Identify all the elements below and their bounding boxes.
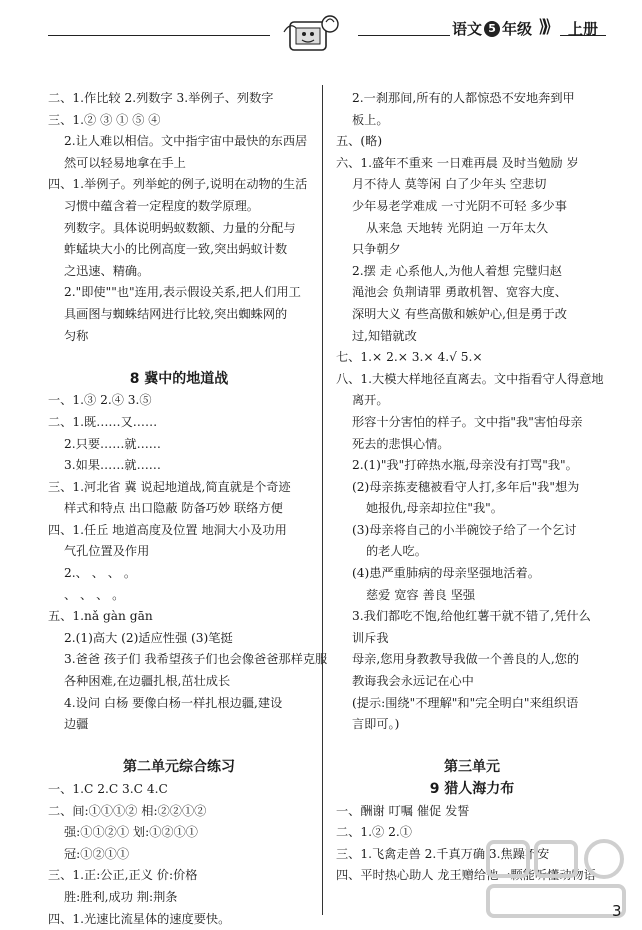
answer-line: 二、1.作比较 2.列数字 3.举例子、列数字 <box>48 91 274 105</box>
answer-line: 之迅速、精确。 <box>64 263 150 278</box>
answer-line: 三、1.飞禽走兽 2.千真万确 3.焦躁不安 <box>336 846 550 861</box>
answer-line: 只争朝夕 <box>352 242 401 257</box>
answer-line: 板上。 <box>352 112 389 127</box>
answer-line: 2.让人难以相信。文中指宇宙中最快的东西居 <box>64 134 308 149</box>
answer-column-right <box>336 88 608 887</box>
answer-line: 四、1.任丘 地道高度及位置 地洞大小及功用 <box>48 522 287 537</box>
answer-line: 3.爸爸 孩子们 我希望孩子们也会像爸爸那样克服 <box>64 652 328 667</box>
answer-line: 2.只要……就…… <box>64 436 161 451</box>
answer-line: 2.一刹那间,所有的人都惊恐不安地奔到甲 <box>352 91 575 105</box>
answer-line: 三、1.② ③ ① ⑤ ④ <box>48 112 161 127</box>
section-heading: 8 冀中的地道战 <box>129 370 229 387</box>
answer-line: 3.我们都吃不饱,给他红薯干就不错了,凭什么 <box>352 609 591 624</box>
answer-line: 言即可。) <box>352 717 400 732</box>
answer-line: 、 、 、 。 <box>64 587 125 602</box>
answer-line: 2."即使""也"连用,表示假设关系,把人们用工 <box>64 285 301 300</box>
answer-line: 胜:胜利,成功 荆:荆条 <box>64 889 178 904</box>
answer-line: 死去的悲惧心情。 <box>352 436 450 451</box>
answer-line: (4)患严重肺病的母亲坚强地活着。 <box>352 566 540 581</box>
answer-line: 五、(略) <box>336 134 383 149</box>
answer-line: 边疆 <box>64 717 89 732</box>
answer-line: 列数字。具体说明蚂蚁数额、力量的分配与 <box>64 220 296 235</box>
answer-line: 从来急 天地转 光阴迫 一万年太久 <box>366 220 549 235</box>
watermark-logo <box>482 834 632 924</box>
answer-line: 2.、 、 、 。 <box>64 566 137 581</box>
answer-line: 慈爱 宽容 善良 坚强 <box>366 587 476 602</box>
answer-line: 她报仇,母亲却拉住"我"。 <box>366 501 503 516</box>
answer-line: 渑池会 负荆请罪 勇敢机智、宽容大度、 <box>352 285 567 300</box>
answer-line: 2.摆 走 心系他人,为他人着想 完璧归赵 <box>352 263 562 278</box>
answer-line: 具画图与蜘蛛结网进行比较,突出蜘蛛网的 <box>64 306 288 321</box>
answer-line: 少年易老学难成 一寸光阴不可轻 多少事 <box>352 198 567 213</box>
answer-line: (提示:围绕"不理解"和"完全明白"来组织语 <box>352 695 579 710</box>
answer-line: 一、1.③ 2.④ 3.⑤ <box>48 393 152 408</box>
answer-line: 的老人吃。 <box>366 544 427 559</box>
answer-line: 然可以轻易地拿在手上 <box>64 155 186 170</box>
page-number: 3 <box>612 902 622 920</box>
answer-line: 四、平时热心助人 龙王赠给他一颗能听懂动物语 <box>336 868 596 883</box>
answer-line: 蚱蜢块大小的比例高度一致,突出蚂蚁计数 <box>64 242 288 257</box>
section-heading: 第三单元 <box>444 759 500 776</box>
answer-line: 二、间:①①①② 相:②②①② <box>48 803 207 818</box>
answer-line: 训斥我 <box>352 630 389 645</box>
answer-line: 二、1.② 2.① <box>336 825 412 840</box>
grade-badge: 5 <box>484 21 500 37</box>
answer-line: 四、1.举例子。列举蛇的例子,说明在动物的生活 <box>48 177 308 192</box>
answer-line <box>48 736 310 758</box>
column-divider <box>322 85 323 915</box>
answer-line: 一、酬谢 叮嘱 催促 发誓 <box>336 803 470 818</box>
header-grade-suffix: 年级 <box>502 20 533 38</box>
answer-line: 3.如果……就…… <box>64 458 161 473</box>
answer-line: 样式和特点 出口隐蔽 防备巧妙 联络方便 <box>64 501 283 516</box>
answer-line: 2.(1)"我"打碎热水瓶,母亲没有打骂"我"。 <box>352 458 578 473</box>
header-subject: 语文 <box>452 20 483 38</box>
answer-line: (2)母亲拣麦穗被看守人打,多年后"我"想为 <box>352 479 580 494</box>
answer-column-left <box>48 88 328 930</box>
double-chevron-icon: ⟫⟫ <box>538 16 547 37</box>
answer-line: 八、1.大模大样地径直离去。文中指看守人得意地 <box>336 371 604 386</box>
book-mascot-icon <box>280 12 346 56</box>
answer-line: 七、1.× 2.× 3.× 4.√ 5.× <box>336 350 483 365</box>
answer-line: 形容十分害怕的样子。文中指"我"害怕母亲 <box>352 414 583 429</box>
answer-line: 2.(1)高大 (2)适应性强 (3)笔挺 <box>64 630 233 645</box>
answer-line: 强:①①②① 划:①②①① <box>64 825 198 840</box>
answer-line: 月不待人 莫等闲 白了少年头 空悲切 <box>352 177 547 192</box>
header-title <box>452 18 532 39</box>
answer-line: 一、1.C 2.C 3.C 4.C <box>48 782 168 796</box>
answer-line: 五、1.nǎ gàn gān <box>48 609 153 624</box>
answer-line: 四、1.光速比流星体的速度要快。 <box>48 911 231 926</box>
answer-line <box>336 736 608 758</box>
answer-line: 三、1.河北省 冀 说起地道战,简直就是个奇迹 <box>48 479 291 494</box>
section-heading: 第二单元综合练习 <box>123 759 235 776</box>
answer-line: 教诲我会永远记在心中 <box>352 674 474 689</box>
answer-line: 离开。 <box>352 393 389 408</box>
answer-line: 习惯中蕴含着一定程度的数学原理。 <box>64 198 259 213</box>
answer-line: 气孔位置及作用 <box>64 544 150 559</box>
answer-line: 二、1.既……又…… <box>48 414 158 429</box>
section-heading: 9 猎人海力布 <box>429 781 515 797</box>
answer-line: (3)母亲将自己的小半碗饺子给了一个乞讨 <box>352 522 577 537</box>
answer-line <box>48 347 310 369</box>
answer-line: 各种困难,在边疆扎根,茁壮成长 <box>64 674 231 689</box>
answer-line: 三、1.正:公正,正义 价:价格 <box>48 868 198 883</box>
answer-line: 过,知错就改 <box>352 328 417 343</box>
answer-line: 母亲,您用身教教导我做一个善良的人,您的 <box>352 652 580 667</box>
header-rule-right <box>358 35 450 36</box>
answer-line: 深明大义 有些高傲和嫉妒心,但是勇于改 <box>352 306 567 321</box>
answer-line: 4.设问 白杨 要像白杨一样扎根边疆,建设 <box>64 695 283 710</box>
answer-line: 六、1.盛年不重来 一日难再晨 及时当勉励 岁 <box>336 155 579 170</box>
answer-line: 匀称 <box>64 328 89 343</box>
answer-line: 冠:①②①① <box>64 846 130 861</box>
header-rule-left <box>48 35 270 36</box>
header-volume: 上册 <box>568 20 599 38</box>
